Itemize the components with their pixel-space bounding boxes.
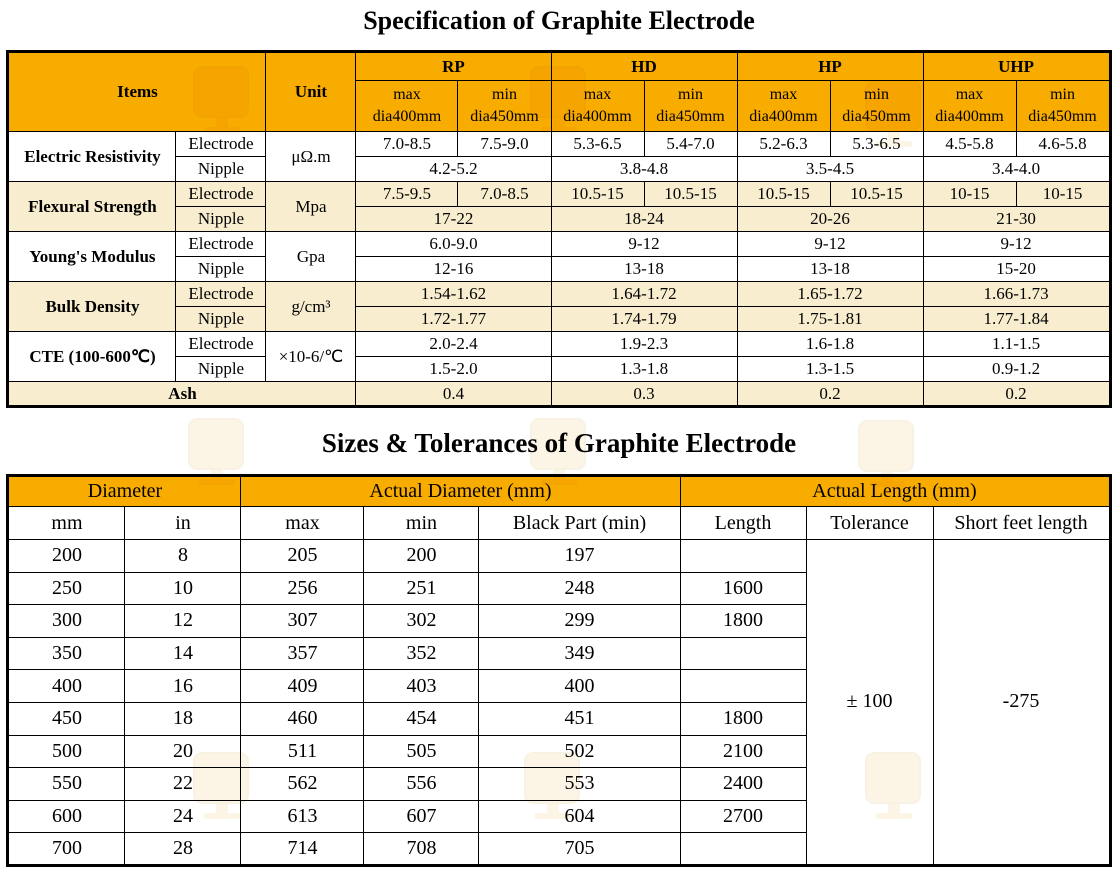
value-cell: 4.5-5.8 [923, 132, 1016, 157]
value-cell: 17-22 [356, 207, 551, 232]
value-cell: 1.77-1.84 [923, 307, 1110, 332]
value-cell: 10.5-15 [830, 182, 923, 207]
value-cell: 7.0-8.5 [458, 182, 551, 207]
spec-table [6, 50, 1111, 408]
min-cell: 607 [364, 800, 479, 833]
short-feet-cell: -275 [933, 540, 1110, 866]
black-part-cell: 349 [479, 637, 680, 670]
subheader-line: min [492, 86, 517, 104]
diameter-in-cell: 8 [125, 540, 241, 573]
table-row [8, 132, 1110, 157]
subheader-min [644, 81, 737, 132]
group-header-actual-length: Actual Length (mm) [680, 476, 1110, 507]
subheader-line: min [864, 86, 889, 104]
value-cell: 5.4-7.0 [644, 132, 737, 157]
value-cell: 13-18 [737, 257, 923, 282]
length-cell: 2700 [680, 800, 806, 833]
value-cell: 3.5-4.5 [737, 157, 923, 182]
value-cell: 9-12 [737, 232, 923, 257]
col-header-tolerance: Tolerance [806, 507, 933, 540]
value-cell: 4.2-5.2 [356, 157, 551, 182]
subheader-line: dia400mm [935, 108, 1004, 125]
diameter-in-cell: 10 [125, 572, 241, 605]
min-cell: 251 [364, 572, 479, 605]
value-cell: 1.72-1.77 [356, 307, 551, 332]
value-cell: 10-15 [1016, 182, 1110, 207]
col-header-in: in [125, 507, 241, 540]
col-header-short-feet: Short feet length [933, 507, 1110, 540]
diameter-in-cell: 22 [125, 768, 241, 801]
length-cell: 2400 [680, 768, 806, 801]
subheader-line: max [955, 86, 984, 104]
length-cell [680, 833, 806, 866]
value-cell: 7.5-9.0 [458, 132, 551, 157]
sub-row-label: Electrode [176, 132, 266, 157]
subheader-line: max [583, 86, 612, 104]
value-cell: 5.3-6.5 [551, 132, 644, 157]
diameter-in-cell: 28 [125, 833, 241, 866]
black-part-cell: 197 [479, 540, 680, 573]
item-label: Flexural Strength [8, 182, 176, 232]
subheader-line: dia400mm [563, 108, 632, 125]
grade-header-hd: HD [551, 52, 737, 81]
diameter-in-cell: 12 [125, 605, 241, 638]
diameter-mm-cell: 450 [8, 702, 125, 735]
min-cell: 403 [364, 670, 479, 703]
subheader-line: dia450mm [470, 108, 539, 125]
sizes-header-row-cols [8, 507, 1110, 540]
black-part-cell: 248 [479, 572, 680, 605]
value-cell: 0.3 [551, 382, 737, 407]
value-cell: 0.9-1.2 [923, 357, 1110, 382]
diameter-mm-cell: 700 [8, 833, 125, 866]
length-cell: 1800 [680, 702, 806, 735]
value-cell: 1.3-1.8 [551, 357, 737, 382]
black-part-cell: 299 [479, 605, 680, 638]
value-cell: 3.8-4.8 [551, 157, 737, 182]
diameter-mm-cell: 600 [8, 800, 125, 833]
max-cell: 307 [241, 605, 364, 638]
min-cell: 454 [364, 702, 479, 735]
value-cell: 1.5-2.0 [356, 357, 551, 382]
subheader-max [356, 81, 458, 132]
value-cell: 0.2 [923, 382, 1110, 407]
sub-row-label: Nipple [176, 257, 266, 282]
value-cell: 13-18 [551, 257, 737, 282]
value-cell: 6.0-9.0 [356, 232, 551, 257]
value-cell: 5.3-6.5 [830, 132, 923, 157]
value-cell: 1.74-1.79 [551, 307, 737, 332]
black-part-cell: 553 [479, 768, 680, 801]
table-row [8, 332, 1110, 357]
value-cell: 3.4-4.0 [923, 157, 1110, 182]
item-label: Electric Resistivity [8, 132, 176, 182]
subheader-max [737, 81, 830, 132]
value-cell: 1.1-1.5 [923, 332, 1110, 357]
value-cell: 4.6-5.8 [1016, 132, 1110, 157]
unit-cell: ×10-6/℃ [266, 332, 356, 382]
diameter-mm-cell: 500 [8, 735, 125, 768]
min-cell: 708 [364, 833, 479, 866]
value-cell: 18-24 [551, 207, 737, 232]
max-cell: 613 [241, 800, 364, 833]
value-cell: 5.2-6.3 [737, 132, 830, 157]
subheader-min [1016, 81, 1110, 132]
diameter-mm-cell: 200 [8, 540, 125, 573]
value-cell: 2.0-2.4 [356, 332, 551, 357]
value-cell: 0.4 [356, 382, 551, 407]
value-cell: 15-20 [923, 257, 1110, 282]
sizes-header-row-groups [8, 476, 1110, 507]
subheader-line: min [678, 86, 703, 104]
min-cell: 302 [364, 605, 479, 638]
subheader-line: max [769, 86, 798, 104]
value-cell: 0.2 [737, 382, 923, 407]
subheader-max [923, 81, 1016, 132]
unit-cell: μΩ.m [266, 132, 356, 182]
length-cell [680, 540, 806, 573]
max-cell: 205 [241, 540, 364, 573]
subheader-line: dia450mm [842, 108, 911, 125]
subheader-min [830, 81, 923, 132]
value-cell: 1.9-2.3 [551, 332, 737, 357]
table-row [8, 540, 1110, 573]
table-row [8, 182, 1110, 207]
black-part-cell: 451 [479, 702, 680, 735]
diameter-in-cell: 14 [125, 637, 241, 670]
min-cell: 200 [364, 540, 479, 573]
unit-cell: g/cm³ [266, 282, 356, 332]
sub-row-label: Nipple [176, 207, 266, 232]
subheader-max [551, 81, 644, 132]
grade-header-rp: RP [356, 52, 551, 81]
sub-row-label: Nipple [176, 307, 266, 332]
unit-cell: Gpa [266, 232, 356, 282]
subheader-line: dia400mm [749, 108, 818, 125]
diameter-mm-cell: 550 [8, 768, 125, 801]
grade-header-hp: HP [737, 52, 923, 81]
max-cell: 714 [241, 833, 364, 866]
subheader-line: max [393, 86, 421, 104]
value-cell: 1.65-1.72 [737, 282, 923, 307]
diameter-in-cell: 24 [125, 800, 241, 833]
sub-row-label: Electrode [176, 332, 266, 357]
subheader-line: dia450mm [656, 108, 725, 125]
value-cell: 1.64-1.72 [551, 282, 737, 307]
value-cell: 1.3-1.5 [737, 357, 923, 382]
black-part-cell: 604 [479, 800, 680, 833]
col-header-black-part: Black Part (min) [479, 507, 680, 540]
max-cell: 256 [241, 572, 364, 605]
unit-cell: Mpa [266, 182, 356, 232]
length-cell: 2100 [680, 735, 806, 768]
min-cell: 556 [364, 768, 479, 801]
value-cell: 1.54-1.62 [356, 282, 551, 307]
table-row [8, 282, 1110, 307]
grade-header-uhp: UHP [923, 52, 1110, 81]
max-cell: 409 [241, 670, 364, 703]
items-header: Items [8, 52, 266, 132]
value-cell: 1.75-1.81 [737, 307, 923, 332]
group-header-actual-diameter: Actual Diameter (mm) [241, 476, 680, 507]
diameter-mm-cell: 300 [8, 605, 125, 638]
spec-table-title: Specification of Graphite Electrode [363, 6, 755, 35]
value-cell: 9-12 [551, 232, 737, 257]
col-header-mm: mm [8, 507, 125, 540]
diameter-mm-cell: 400 [8, 670, 125, 703]
value-cell: 1.6-1.8 [737, 332, 923, 357]
value-cell: 7.0-8.5 [356, 132, 458, 157]
length-cell: 1800 [680, 605, 806, 638]
subheader-line: dia450mm [1028, 108, 1097, 125]
black-part-cell: 502 [479, 735, 680, 768]
item-label: CTE (100-600℃) [8, 332, 176, 382]
sizes-table [6, 474, 1111, 867]
col-header-min: min [364, 507, 479, 540]
diameter-mm-cell: 350 [8, 637, 125, 670]
diameter-mm-cell: 250 [8, 572, 125, 605]
length-cell [680, 670, 806, 703]
value-cell: 10.5-15 [737, 182, 830, 207]
value-cell: 7.5-9.5 [356, 182, 458, 207]
length-cell [680, 637, 806, 670]
diameter-in-cell: 18 [125, 702, 241, 735]
item-label: Bulk Density [8, 282, 176, 332]
min-cell: 505 [364, 735, 479, 768]
value-cell: 10.5-15 [644, 182, 737, 207]
value-cell: 21-30 [923, 207, 1110, 232]
sub-row-label: Electrode [176, 282, 266, 307]
item-label: Ash [8, 382, 356, 407]
col-header-length: Length [680, 507, 806, 540]
black-part-cell: 705 [479, 833, 680, 866]
sub-row-label: Electrode [176, 232, 266, 257]
sub-row-label: Electrode [176, 182, 266, 207]
value-cell: 1.66-1.73 [923, 282, 1110, 307]
value-cell: 12-16 [356, 257, 551, 282]
black-part-cell: 400 [479, 670, 680, 703]
value-cell: 10.5-15 [551, 182, 644, 207]
min-cell: 352 [364, 637, 479, 670]
sub-row-label: Nipple [176, 157, 266, 182]
unit-header: Unit [266, 52, 356, 132]
length-cell: 1600 [680, 572, 806, 605]
spec-header-row-groups [8, 52, 1110, 81]
subheader-line: dia400mm [372, 108, 442, 125]
subheader-min [458, 81, 551, 132]
value-cell: 10-15 [923, 182, 1016, 207]
group-header-diameter: Diameter [8, 476, 241, 507]
max-cell: 460 [241, 702, 364, 735]
max-cell: 511 [241, 735, 364, 768]
diameter-in-cell: 16 [125, 670, 241, 703]
table-row [8, 232, 1110, 257]
sub-row-label: Nipple [176, 357, 266, 382]
value-cell: 9-12 [923, 232, 1110, 257]
col-header-max: max [241, 507, 364, 540]
max-cell: 562 [241, 768, 364, 801]
tolerance-cell: ± 100 [806, 540, 933, 866]
subheader-line: min [1050, 86, 1075, 104]
sizes-table-title: Sizes & Tolerances of Graphite Electrode [321, 428, 797, 458]
table-row [8, 382, 1110, 407]
value-cell: 20-26 [737, 207, 923, 232]
diameter-in-cell: 20 [125, 735, 241, 768]
max-cell: 357 [241, 637, 364, 670]
item-label: Young's Modulus [8, 232, 176, 282]
